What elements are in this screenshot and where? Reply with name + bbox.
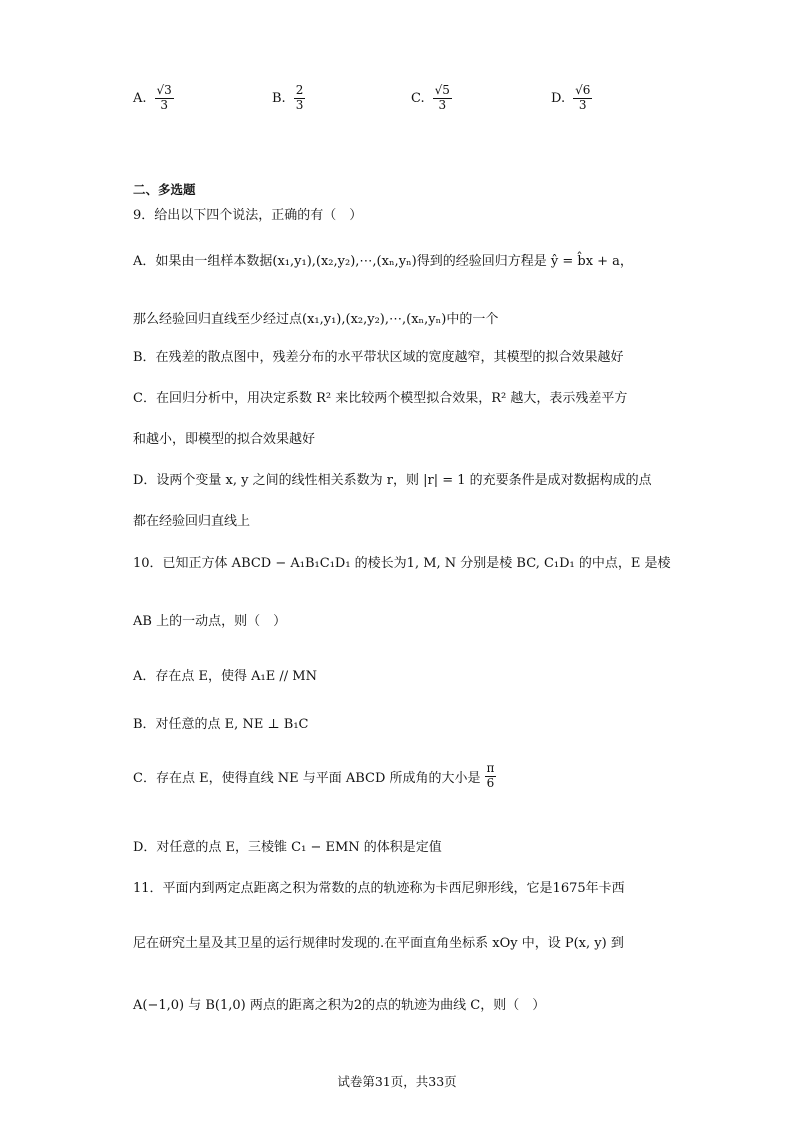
q10-option-c-text: C．存在点 E，使得直线 NE 与平面 ABCD 所成角的大小是 [133, 770, 481, 786]
section-title: 二、多选题 [133, 182, 196, 197]
q11-line3: A(−1,0) 与 B(1,0) 两点的距离之积为2的点的轨迹为曲线 C，则（ ） [133, 998, 546, 1013]
page-footer: 试卷第31页，共33页 [337, 1074, 457, 1089]
option-a [133, 84, 174, 113]
fraction-numerator: √5 [434, 83, 450, 97]
q10-stem-line2: AB 上的一动点，则（ ） [133, 614, 287, 629]
q9-option-c-line2: 和越小，即模型的拟合效果越好 [133, 432, 316, 447]
option-d [551, 84, 592, 113]
fraction-numerator: √3 [156, 83, 172, 97]
q10-option-d: D．对任意的点 E，三棱锥 C₁ − EMN 的体积是定值 [133, 840, 442, 855]
option-fraction [433, 84, 452, 113]
fraction-numerator: π [486, 761, 495, 775]
fraction-denominator: 3 [295, 97, 304, 112]
fraction-numerator: √6 [575, 83, 591, 97]
q9-option-d-line2: 都在经验回归直线上 [133, 514, 251, 529]
fraction-denominator: 3 [160, 97, 168, 112]
fraction-denominator: 3 [578, 97, 587, 112]
q9-option-b: B．在残差的散点图中，残差分布的水平带状区域的宽度越窄，其模型的拟合效果越好 [133, 350, 624, 365]
q9-option-a-line1: A．如果由一组样本数据(x₁,y₁),(x₂,y₂),⋯,(xₙ,yₙ)得到的经验回归方程是 ŷ = b̂x + a， [133, 254, 633, 269]
q9-option-d-line1: D．设两个变量 x, y 之间的线性相关系数为 r，则 |r| = 1 的充要条件是成对数据构成的点 [133, 473, 652, 488]
option-c [411, 84, 452, 113]
option-fraction [573, 84, 592, 113]
q10-option-a: A．存在点 E，使得 A₁E // MN [133, 669, 317, 684]
q9-option-a-line2: 那么经验回归直线至少经过点(x₁,y₁),(x₂,y₂),⋯,(xₙ,yₙ)中的一个 [133, 312, 499, 327]
fraction-numerator: 2 [295, 83, 304, 97]
fraction-denominator: 6 [486, 775, 495, 790]
q11-line1: 11．平面内到两定点距离之积为常数的点的轨迹称为卡西尼卵形线，它是1675年卡西 [133, 881, 625, 896]
option-b [272, 84, 305, 113]
option-letter: B. [272, 90, 286, 106]
option-fraction [294, 84, 306, 113]
q10-option-b: B．对任意的点 E, NE ⊥ B₁C [133, 717, 309, 732]
q10-option-c [133, 762, 496, 791]
fraction-denominator: 3 [438, 97, 447, 112]
option-letter: D. [551, 90, 566, 106]
q10-option-c-fraction [485, 762, 497, 791]
q11-line2: 尼在研究土星及其卫星的运行规律时发现的.在平面直角坐标系 xOy 中，设 P(x, y) 到 [133, 936, 624, 951]
q10-stem-line1: 10．已知正方体 ABCD − A₁B₁C₁D₁ 的棱长为1, M, N 分别是棱 BC, C₁D₁ 的中点，E 是棱 [133, 556, 671, 571]
q9-option-c-line1: C．在回归分析中，用决定系数 R² 来比较两个模型拟合效果，R² 越大，表示残差平方 [133, 391, 628, 406]
option-fraction [155, 84, 174, 113]
q9-stem: 9．给出以下四个说法，正确的有（ ） [133, 208, 363, 223]
option-letter: C. [411, 90, 425, 106]
option-letter: A. [133, 90, 147, 106]
